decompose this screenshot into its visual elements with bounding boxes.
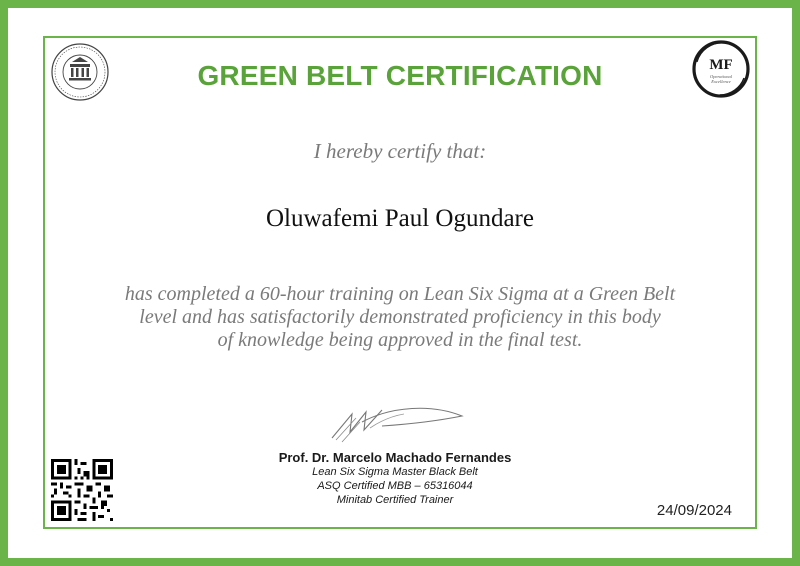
signatory-name: Prof. Dr. Marcelo Machado Fernandes xyxy=(278,450,512,465)
body-line: of knowledge being approved in the final test. xyxy=(217,329,583,351)
certificate-body xyxy=(110,283,690,352)
body-line: has completed a 60-hour training on Lean Six Sigma at a Green Belt xyxy=(124,283,676,305)
signatory-title: Lean Six Sigma Master Black Belt xyxy=(312,466,478,478)
logo-tagline-2: Excellence xyxy=(711,79,731,84)
logo-initials: MF xyxy=(709,57,733,73)
certificate-title: GREEN BELT CERTIFICATION xyxy=(197,60,603,91)
signature-icon xyxy=(322,402,472,446)
logo-tagline-1: Operational xyxy=(710,74,732,79)
certify-text: I hereby certify that: xyxy=(313,139,487,163)
qr-code-icon xyxy=(51,459,113,521)
signatory-credential: ASQ Certified MBB – 65316044 xyxy=(317,480,473,492)
signatory-trainer: Minitab Certified Trainer xyxy=(336,494,454,506)
body-line: level and has satisfactorily demonstrated proficiency in this body xyxy=(139,306,661,328)
recipient-name: Oluwafemi Paul Ogundare xyxy=(266,205,534,232)
certificate-date: 24/09/2024 xyxy=(656,502,732,519)
